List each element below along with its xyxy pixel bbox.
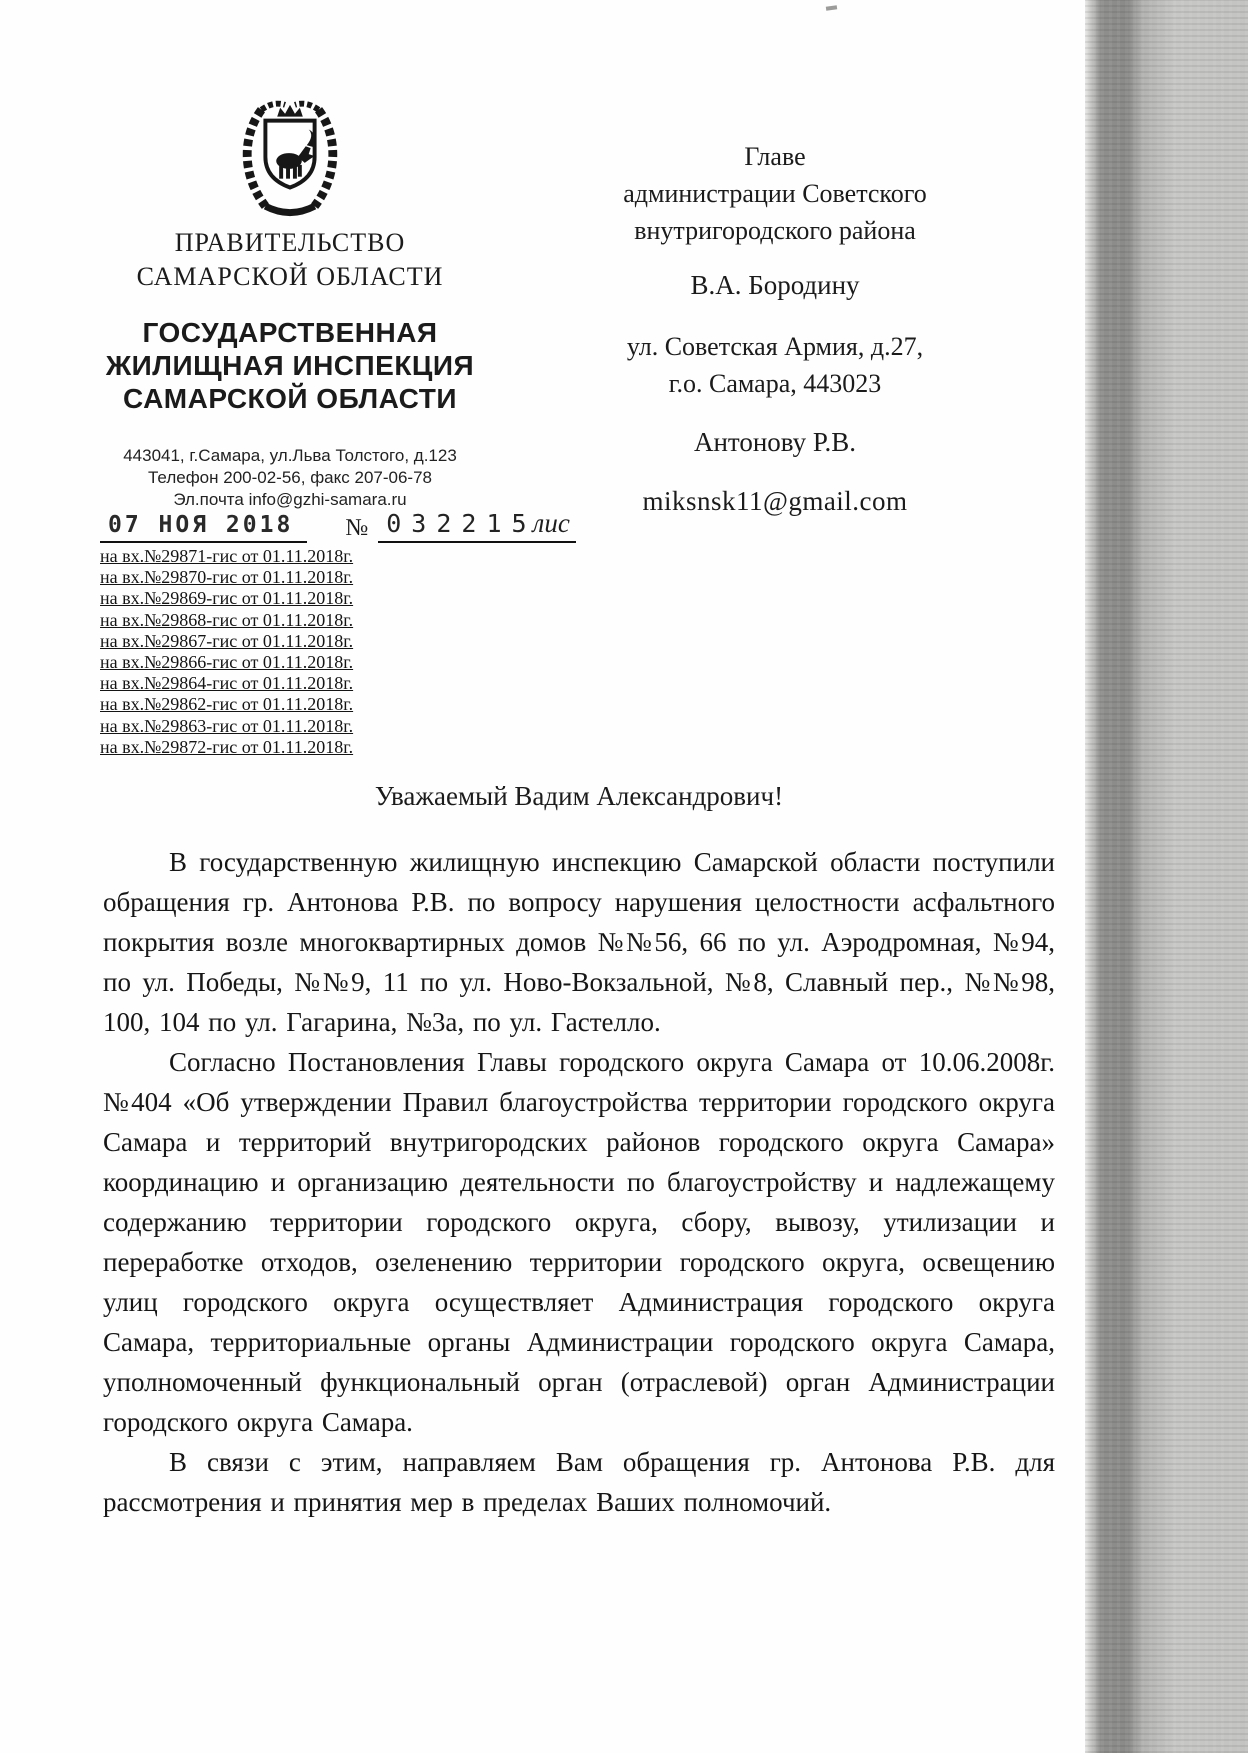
recipient-title-line3: внутригородского района: [634, 216, 916, 245]
second-recipient-name: Антонову Р.В.: [693, 427, 857, 457]
scan-speck-artifact: [826, 5, 837, 10]
incoming-reference-list: [100, 546, 430, 758]
sender-postal-address: 443041, г.Самара, ул.Льва Толстого, д.123: [123, 446, 457, 465]
sender-contact-info: [65, 445, 515, 511]
reference-line: на вх.№29870-гис от 01.11.2018г.: [100, 567, 354, 588]
organization-name-line1: ГОСУДАРСТВЕННАЯ: [142, 317, 438, 348]
government-name-line1: ПРАВИТЕЛЬСТВО: [174, 228, 406, 257]
outgoing-number-stamp: 032215: [386, 509, 537, 538]
recipient-block: [585, 138, 965, 520]
reference-line: на вх.№29871-гис от 01.11.2018г.: [100, 546, 354, 566]
recipient-address-line1: ул. Советская Армия, д.27,: [626, 332, 924, 361]
registration-stamp-row: [100, 508, 580, 543]
sender-email: Эл.почта info@gzhi-samara.ru: [173, 490, 407, 509]
reference-line: на вх.№29863-гис от 01.11.2018г.: [100, 715, 354, 736]
organization-name-line2: ЖИЛИЩНАЯ ИНСПЕКЦИЯ: [105, 350, 475, 381]
organization-name-line3: САМАРСКОЙ ОБЛАСТИ: [123, 383, 457, 414]
organization-name: [65, 316, 515, 415]
sender-phone-fax: Телефон 200-02-56, факс 207-06-78: [148, 468, 432, 487]
government-name: [65, 226, 515, 294]
salutation: Уважаемый Вадим Александрович!: [374, 781, 784, 811]
recipient-name: В.А. Бородину: [690, 270, 860, 300]
reference-line: на вх.№29872-гис от 01.11.2018г.: [100, 736, 354, 757]
government-name-line2: САМАРСКОЙ ОБЛАСТИ: [136, 262, 444, 291]
samara-coat-of-arms-icon: [231, 96, 349, 220]
number-sign-label: №: [345, 515, 369, 541]
recipient-address-line2: г.о. Самара, 443023: [668, 369, 882, 398]
reference-line: на вх.№29869-гис от 01.11.2018г.: [100, 588, 354, 609]
reference-line: на вх.№29864-гис от 01.11.2018г.: [100, 673, 354, 694]
recipient-email: miksnsk11@gmail.com: [642, 486, 908, 516]
handwritten-suffix: лис: [532, 508, 570, 538]
sender-header: [65, 96, 515, 511]
reference-line: на вх.№29862-гис от 01.11.2018г.: [100, 694, 354, 715]
reference-line: на вх.№29866-гис от 01.11.2018г.: [100, 652, 354, 673]
letter-body: [103, 778, 1055, 1522]
scan-edge-artifact: [1085, 0, 1248, 1753]
recipient-title-line2: администрации Советского: [623, 179, 927, 208]
body-paragraph: В связи с этим, направляем Вам обращения гр. Антонова Р.В. для рассмотрения и принятия мер в пределах Ваших полномочий.: [103, 1447, 1055, 1517]
reference-line: на вх.№29868-гис от 01.11.2018г.: [100, 609, 354, 630]
outgoing-number-field: [378, 508, 576, 543]
date-stamp: 07 НОЯ 2018: [100, 512, 307, 543]
reference-line: на вх.№29867-гис от 01.11.2018г.: [100, 630, 354, 651]
body-paragraph: В государственную жилищную инспекцию Самарской области поступили обращения гр. Антонова Р.В. по вопросу нарушения целостности асфальтного покрытия возле многоквартирных домов №№56, 66 по ул. Аэродромная, №94, по ул. Победы, №№9, 11 по ул. Ново-Вокзальной, №8, Славный пер., №№98, 100, 104 по ул. Гагарина, №3а, по ул. Гастелло.: [103, 847, 1055, 1037]
body-paragraph: Согласно Постановления Главы городского округа Самара от 10.06.2008г. №404 «Об утверждении Правил благоустройства территории городского округа Самара и территорий внутригородских районов городского округа Самара» координацию и организацию деятельности по благоустройству и надлежащему содержанию территории городского округа, сбору, вывозу, утилизации и переработке отходов, озеленению территории городского округа, освещению улиц городского округа осуществляет Администрация городского округа Самара, территориальные органы Администрации городского округа Самара, уполномоченный функциональный орган (отраслевой) орган Администрации городского округа Самара.: [103, 1047, 1055, 1437]
recipient-title-line1: Главе: [744, 142, 806, 171]
